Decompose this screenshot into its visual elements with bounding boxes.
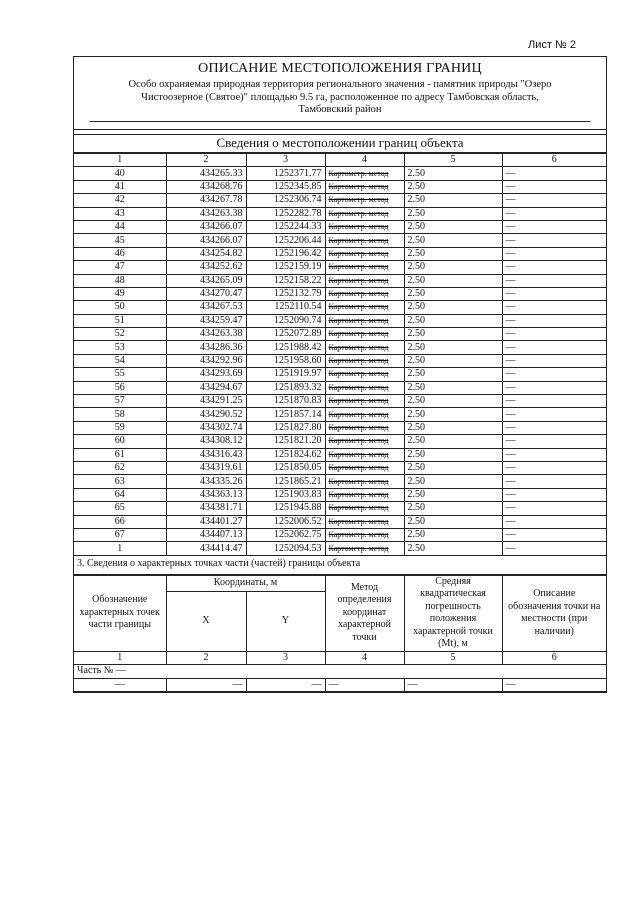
boundary-point-row [74, 314, 606, 327]
coordinate-y: 1252306.74 [246, 194, 325, 207]
boundary-point-row [74, 247, 606, 260]
coordinate-y: 1251988.42 [246, 341, 325, 354]
boundary-description-form [73, 56, 607, 693]
form-header [74, 57, 606, 130]
coordinate-x: 434267.53 [166, 301, 246, 314]
accuracy-cell: 2.50 [404, 421, 502, 434]
method-cell: Картометр. метод [325, 301, 404, 314]
coordinate-x: 434268.76 [166, 180, 246, 193]
boundary-point-row [74, 381, 606, 394]
column-number: 1 [74, 154, 166, 167]
point-number: 48 [74, 274, 166, 287]
description-cell: — [502, 502, 606, 515]
header-y: Y [246, 591, 325, 651]
description-cell: — [502, 194, 606, 207]
accuracy-cell: 2.50 [404, 408, 502, 421]
accuracy-cell: 2.50 [404, 301, 502, 314]
coordinate-y: 1251945.88 [246, 502, 325, 515]
point-number: 53 [74, 341, 166, 354]
boundary-point-row [74, 515, 606, 528]
description-cell: — [502, 287, 606, 300]
method-cell: Картометр. метод [325, 528, 404, 541]
coordinate-y: 1252159.19 [246, 261, 325, 274]
coordinate-x: 434263.38 [166, 207, 246, 220]
method-cell: Картометр. метод [325, 167, 404, 180]
method-cell: Картометр. метод [325, 247, 404, 260]
boundary-point-row [74, 341, 606, 354]
sheet-number: Лист № 2 [528, 39, 576, 51]
accuracy-cell: 2.50 [404, 542, 502, 555]
point-number: 54 [74, 354, 166, 367]
coordinate-y: 1251903.83 [246, 488, 325, 501]
part-section-title: 3. Сведения о характерных точках части (частей) границы объекта [74, 556, 606, 575]
coordinate-y: 1252196.42 [246, 247, 325, 260]
coordinate-x: 434291.25 [166, 395, 246, 408]
description-cell: — [502, 408, 606, 421]
point-number: 43 [74, 207, 166, 220]
coordinate-x: 434270.47 [166, 287, 246, 300]
coordinate-x: 434335.26 [166, 475, 246, 488]
boundary-points-table [74, 153, 606, 556]
accuracy-cell: 2.50 [404, 247, 502, 260]
empty-cell: — [74, 678, 166, 691]
point-number: 45 [74, 234, 166, 247]
header-designation: Обозначение характерных точек части границы [74, 575, 166, 651]
method-cell: Картометр. метод [325, 408, 404, 421]
method-cell: Картометр. метод [325, 461, 404, 474]
coordinate-y: 1252244.33 [246, 220, 325, 233]
point-number: 60 [74, 435, 166, 448]
boundary-point-row [74, 207, 606, 220]
header-description: Описание обозначения точки на местности (при наличии) [502, 575, 606, 651]
coordinate-y: 1252158.22 [246, 274, 325, 287]
header-coordinates: Координаты, м [166, 575, 325, 591]
coordinate-x: 434252.62 [166, 261, 246, 274]
point-number: 65 [74, 502, 166, 515]
description-cell: — [502, 220, 606, 233]
method-cell: Картометр. метод [325, 421, 404, 434]
part-points-table [74, 575, 606, 692]
description-cell: — [502, 167, 606, 180]
column-number: 2 [166, 154, 246, 167]
coordinate-x: 434401.27 [166, 515, 246, 528]
coordinate-x: 434302.74 [166, 421, 246, 434]
description-cell: — [502, 328, 606, 341]
method-cell: Картометр. метод [325, 475, 404, 488]
description-cell: — [502, 528, 606, 541]
point-number: 58 [74, 408, 166, 421]
coordinate-x: 434293.69 [166, 368, 246, 381]
column-number: 5 [404, 651, 502, 664]
point-number: 46 [74, 247, 166, 260]
coordinate-y: 1251893.32 [246, 381, 325, 394]
point-number: 44 [74, 220, 166, 233]
column-number: 4 [325, 154, 404, 167]
point-number: 55 [74, 368, 166, 381]
accuracy-cell: 2.50 [404, 528, 502, 541]
accuracy-cell: 2.50 [404, 435, 502, 448]
point-number: 41 [74, 180, 166, 193]
part-column-number-row [74, 651, 606, 664]
boundary-point-row [74, 461, 606, 474]
accuracy-cell: 2.50 [404, 475, 502, 488]
method-cell: Картометр. метод [325, 354, 404, 367]
boundary-point-row [74, 180, 606, 193]
method-cell: Картометр. метод [325, 515, 404, 528]
empty-cell: — [166, 678, 246, 691]
empty-cell: — [404, 678, 502, 691]
coordinate-y: 1252094.53 [246, 542, 325, 555]
point-number: 52 [74, 328, 166, 341]
description-cell: — [502, 207, 606, 220]
coordinate-x: 434292.96 [166, 354, 246, 367]
section-title: Сведения о местоположении границ объекта [74, 134, 606, 153]
boundary-point-row [74, 167, 606, 180]
accuracy-cell: 2.50 [404, 395, 502, 408]
coordinate-y: 1252072.89 [246, 328, 325, 341]
method-cell: Картометр. метод [325, 180, 404, 193]
coordinate-x: 434266.07 [166, 220, 246, 233]
coordinate-x: 434414.47 [166, 542, 246, 555]
boundary-point-row [74, 475, 606, 488]
boundary-point-row [74, 435, 606, 448]
point-number: 63 [74, 475, 166, 488]
point-number: 67 [74, 528, 166, 541]
boundary-point-row [74, 287, 606, 300]
coordinate-y: 1252006.52 [246, 515, 325, 528]
accuracy-cell: 2.50 [404, 448, 502, 461]
method-cell: Картометр. метод [325, 341, 404, 354]
column-number: 3 [246, 651, 325, 664]
accuracy-cell: 2.50 [404, 461, 502, 474]
description-line-3: Тамбовский район [298, 104, 382, 115]
description-cell: — [502, 247, 606, 260]
coordinate-x: 434290.52 [166, 408, 246, 421]
accuracy-cell: 2.50 [404, 328, 502, 341]
boundary-point-row [74, 301, 606, 314]
method-cell: Картометр. метод [325, 220, 404, 233]
method-cell: Картометр. метод [325, 234, 404, 247]
boundary-point-row [74, 408, 606, 421]
boundary-point-row [74, 368, 606, 381]
point-number: 62 [74, 461, 166, 474]
column-number: 3 [246, 154, 325, 167]
header-method: Метод определения координат характерной точки [325, 575, 404, 651]
accuracy-cell: 2.50 [404, 180, 502, 193]
column-number: 6 [502, 154, 606, 167]
description-cell: — [502, 261, 606, 274]
point-number: 59 [74, 421, 166, 434]
accuracy-cell: 2.50 [404, 368, 502, 381]
column-number: 1 [74, 651, 166, 664]
coordinate-y: 1252282.78 [246, 207, 325, 220]
method-cell: Картометр. метод [325, 542, 404, 555]
coordinate-x: 434259.47 [166, 314, 246, 327]
accuracy-cell: 2.50 [404, 220, 502, 233]
accuracy-cell: 2.50 [404, 194, 502, 207]
description-cell: — [502, 475, 606, 488]
object-description [82, 79, 598, 117]
description-line-2: Чистоозерное (Святое)" площадью 9.5 га, расположенное по адресу Тамбовская область, [141, 91, 539, 103]
coordinate-x: 434316.43 [166, 448, 246, 461]
coordinate-x: 434363.13 [166, 488, 246, 501]
coordinate-y: 1252206.44 [246, 234, 325, 247]
column-number: 2 [166, 651, 246, 664]
accuracy-cell: 2.50 [404, 234, 502, 247]
accuracy-cell: 2.50 [404, 354, 502, 367]
coordinate-y: 1251857.14 [246, 408, 325, 421]
coordinate-x: 434319.61 [166, 461, 246, 474]
accuracy-cell: 2.50 [404, 167, 502, 180]
coordinate-x: 434381.71 [166, 502, 246, 515]
description-cell: — [502, 435, 606, 448]
point-number: 50 [74, 301, 166, 314]
part-label: Часть № — [74, 665, 606, 678]
point-number: 56 [74, 381, 166, 394]
coordinate-y: 1252110.54 [246, 301, 325, 314]
header-underline [90, 121, 590, 122]
method-cell: Картометр. метод [325, 502, 404, 515]
point-number: 66 [74, 515, 166, 528]
method-cell: Картометр. метод [325, 381, 404, 394]
description-line-1: Особо охраняемая природная территория регионального значения - памятник природы "Озеро [128, 79, 552, 90]
boundary-point-row [74, 488, 606, 501]
description-cell: — [502, 234, 606, 247]
description-cell: — [502, 448, 606, 461]
point-number: 1 [74, 542, 166, 555]
boundary-point-row [74, 194, 606, 207]
boundary-point-row [74, 274, 606, 287]
method-cell: Картометр. метод [325, 314, 404, 327]
column-number-row [74, 154, 606, 167]
column-number: 6 [502, 651, 606, 664]
coordinate-y: 1252345.85 [246, 180, 325, 193]
coordinate-x: 434265.33 [166, 167, 246, 180]
boundary-point-row [74, 328, 606, 341]
coordinate-x: 434308.12 [166, 435, 246, 448]
point-number: 47 [74, 261, 166, 274]
coordinate-x: 434286.36 [166, 341, 246, 354]
point-number: 64 [74, 488, 166, 501]
coordinate-x: 434254.82 [166, 247, 246, 260]
accuracy-cell: 2.50 [404, 341, 502, 354]
method-cell: Картометр. метод [325, 395, 404, 408]
coordinate-x: 434294.67 [166, 381, 246, 394]
coordinate-y: 1251870.83 [246, 395, 325, 408]
accuracy-cell: 2.50 [404, 515, 502, 528]
description-cell: — [502, 301, 606, 314]
method-cell: Картометр. метод [325, 261, 404, 274]
description-cell: — [502, 461, 606, 474]
boundary-point-row [74, 234, 606, 247]
accuracy-cell: 2.50 [404, 207, 502, 220]
method-cell: Картометр. метод [325, 274, 404, 287]
coordinate-y: 1252090.74 [246, 314, 325, 327]
boundary-point-row [74, 395, 606, 408]
description-cell: — [502, 542, 606, 555]
boundary-point-row [74, 448, 606, 461]
accuracy-cell: 2.50 [404, 287, 502, 300]
point-number: 57 [74, 395, 166, 408]
description-cell: — [502, 395, 606, 408]
boundary-point-row [74, 220, 606, 233]
coordinate-y: 1251827.80 [246, 421, 325, 434]
coordinate-x: 434265.09 [166, 274, 246, 287]
coordinate-y: 1252132.79 [246, 287, 325, 300]
empty-cell: — [502, 678, 606, 691]
description-cell: — [502, 368, 606, 381]
coordinate-x: 434267.78 [166, 194, 246, 207]
point-number: 42 [74, 194, 166, 207]
coordinate-y: 1251958.60 [246, 354, 325, 367]
coordinate-y: 1251865.21 [246, 475, 325, 488]
method-cell: Картометр. метод [325, 194, 404, 207]
boundary-point-row [74, 542, 606, 555]
coordinate-x: 434266.07 [166, 234, 246, 247]
boundary-point-row [74, 528, 606, 541]
description-cell: — [502, 274, 606, 287]
description-cell: — [502, 488, 606, 501]
empty-cell: — [325, 678, 404, 691]
coordinate-x: 434407.13 [166, 528, 246, 541]
accuracy-cell: 2.50 [404, 314, 502, 327]
point-number: 61 [74, 448, 166, 461]
part-label-row [74, 665, 606, 678]
accuracy-cell: 2.50 [404, 502, 502, 515]
coordinate-y: 1251821.20 [246, 435, 325, 448]
column-number: 5 [404, 154, 502, 167]
method-cell: Картометр. метод [325, 488, 404, 501]
boundary-point-row [74, 421, 606, 434]
empty-cell: — [246, 678, 325, 691]
description-cell: — [502, 515, 606, 528]
accuracy-cell: 2.50 [404, 261, 502, 274]
coordinate-y: 1251850.05 [246, 461, 325, 474]
description-cell: — [502, 180, 606, 193]
form-title: ОПИСАНИЕ МЕСТОПОЛОЖЕНИЯ ГРАНИЦ [198, 61, 482, 76]
coordinate-y: 1251824.62 [246, 448, 325, 461]
accuracy-cell: 2.50 [404, 381, 502, 394]
method-cell: Картометр. метод [325, 448, 404, 461]
method-cell: Картометр. метод [325, 328, 404, 341]
method-cell: Картометр. метод [325, 287, 404, 300]
column-number: 4 [325, 651, 404, 664]
description-cell: — [502, 341, 606, 354]
coordinate-x: 434263.38 [166, 328, 246, 341]
coordinate-y: 1251919.97 [246, 368, 325, 381]
boundary-point-row [74, 502, 606, 515]
description-cell: — [502, 381, 606, 394]
accuracy-cell: 2.50 [404, 488, 502, 501]
method-cell: Картометр. метод [325, 435, 404, 448]
point-number: 49 [74, 287, 166, 300]
description-cell: — [502, 354, 606, 367]
method-cell: Картометр. метод [325, 368, 404, 381]
boundary-point-row [74, 261, 606, 274]
point-number: 51 [74, 314, 166, 327]
part-empty-row [74, 678, 606, 691]
coordinate-y: 1252371.77 [246, 167, 325, 180]
description-cell: — [502, 314, 606, 327]
description-cell: — [502, 421, 606, 434]
point-number: 40 [74, 167, 166, 180]
boundary-point-row [74, 354, 606, 367]
part-header-row [74, 575, 606, 591]
header-accuracy: Средняя квадратическая погрешность положения характерной точки (Mt), м [404, 575, 502, 651]
coordinate-y: 1252062.75 [246, 528, 325, 541]
accuracy-cell: 2.50 [404, 274, 502, 287]
method-cell: Картометр. метод [325, 207, 404, 220]
header-x: X [166, 591, 246, 651]
